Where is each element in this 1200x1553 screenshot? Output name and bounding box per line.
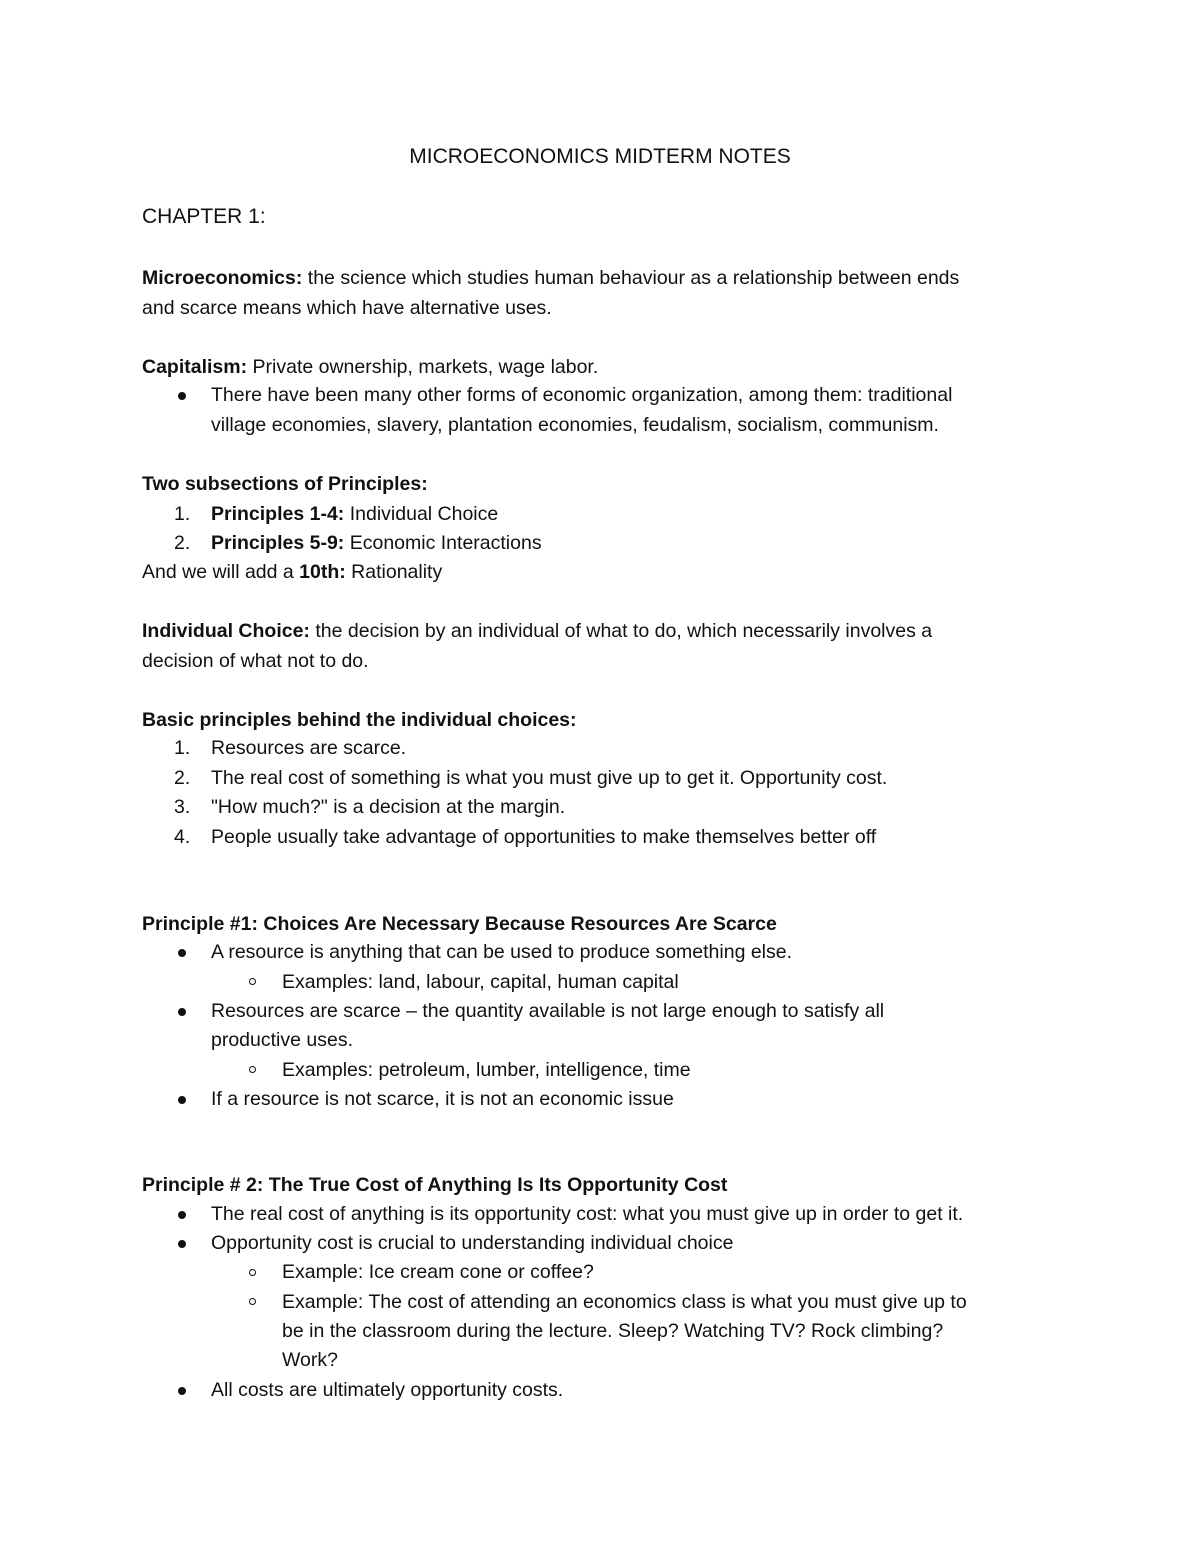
chapter-heading: CHAPTER 1: [142, 205, 266, 228]
microeconomics-term: Microeconomics: [142, 267, 303, 289]
principle1-bullet2-line1: Resources are scarce – the quantity available is not large enough to satisfy all [211, 1000, 885, 1022]
bullet-icon [178, 1008, 186, 1016]
basic-principle-item: The real cost of something is what you must give up to get it. Opportunity cost. [211, 767, 888, 789]
microeconomics-definition-line1 [142, 264, 959, 293]
bullet-icon [178, 1240, 186, 1248]
principle1-bullet2-sub: Examples: petroleum, lumber, intelligence, time [282, 1059, 691, 1081]
list-number: 2. [174, 532, 191, 554]
principle2-bullet2: Opportunity cost is crucial to understanding individual choice [211, 1232, 734, 1254]
subsection-item-1-label: Principles 1-4: [211, 503, 345, 525]
principle2-bullet2-sub2-line3: Work? [282, 1349, 338, 1371]
basic-principle-item: Resources are scarce. [211, 737, 407, 759]
list-number: 2. [174, 767, 191, 789]
hollow-bullet-icon [249, 1269, 256, 1276]
microeconomics-definition-text: the science which studies human behaviour as a relationship between ends [302, 267, 960, 289]
subsection-item-2-text: Economic Interactions [344, 532, 542, 554]
individual-choice-term: Individual Choice: [142, 620, 310, 642]
tenth-principle-prefix: And we will add a [142, 561, 300, 583]
subsections-heading: Two subsections of Principles: [142, 473, 428, 495]
principle2-bullet3: All costs are ultimately opportunity costs. [211, 1379, 564, 1401]
list-number: 3. [174, 796, 191, 818]
tenth-principle-text: Rationality [345, 561, 443, 583]
bullet-icon [178, 392, 186, 400]
list-number: 1. [174, 503, 191, 525]
principle2-bullet2-sub2-line1: Example: The cost of attending an economics class is what you must give up to [282, 1291, 967, 1313]
hollow-bullet-icon [249, 1066, 256, 1073]
individual-choice-line1 [142, 617, 932, 646]
document-title: MICROECONOMICS MIDTERM NOTES [409, 145, 791, 168]
basic-principle-item: People usually take advantage of opportunities to make themselves better off [211, 826, 877, 848]
capitalism-definition-text: Private ownership, markets, wage labor. [247, 356, 599, 378]
subsection-item-2-label: Principles 5-9: [211, 532, 345, 554]
principle2-bullet2-sub1: Example: Ice cream cone or coffee? [282, 1261, 594, 1283]
bullet-icon [178, 1211, 186, 1219]
bullet-icon [178, 1387, 186, 1395]
capitalism-term: Capitalism: [142, 356, 248, 378]
hollow-bullet-icon [249, 1298, 256, 1305]
hollow-bullet-icon [249, 978, 256, 985]
subsection-item-1 [211, 500, 498, 529]
principle1-bullet1-sub: Examples: land, labour, capital, human capital [282, 971, 679, 993]
principle1-bullet1: A resource is anything that can be used to produce something else. [211, 941, 793, 963]
principle2-bullet2-sub2-line2: be in the classroom during the lecture. Sleep? Watching TV? Rock climbing? [282, 1320, 944, 1342]
principle2-heading: Principle # 2: The True Cost of Anything Is Its Opportunity Cost [142, 1174, 728, 1196]
individual-choice-line2: decision of what not to do. [142, 650, 369, 672]
tenth-principle-label: 10th: [299, 561, 346, 583]
tenth-principle-line [142, 558, 442, 587]
list-number: 4. [174, 826, 191, 848]
principle2-bullet1: The real cost of anything is its opportunity cost: what you must give up in order to get it. [211, 1203, 964, 1225]
list-number: 1. [174, 737, 191, 759]
capitalism-definition [142, 353, 598, 382]
individual-choice-text: the decision by an individual of what to do, which necessarily involves a [309, 620, 933, 642]
principle1-bullet2-line2: productive uses. [211, 1029, 353, 1051]
subsection-item-1-text: Individual Choice [344, 503, 499, 525]
principle1-heading: Principle #1: Choices Are Necessary Because Resources Are Scarce [142, 913, 777, 935]
principle1-bullet3: If a resource is not scarce, it is not an economic issue [211, 1088, 674, 1110]
microeconomics-definition-line2: and scarce means which have alternative uses. [142, 297, 552, 319]
subsection-item-2 [211, 529, 542, 558]
bullet-icon [178, 1096, 186, 1104]
basic-principles-heading: Basic principles behind the individual choices: [142, 709, 577, 731]
basic-principle-item: "How much?" is a decision at the margin. [211, 796, 566, 818]
capitalism-bullet-line1: There have been many other forms of economic organization, among them: traditional [211, 384, 953, 406]
capitalism-bullet-line2: village economies, slavery, plantation economies, feudalism, socialism, communism. [211, 414, 939, 436]
bullet-icon [178, 949, 186, 957]
